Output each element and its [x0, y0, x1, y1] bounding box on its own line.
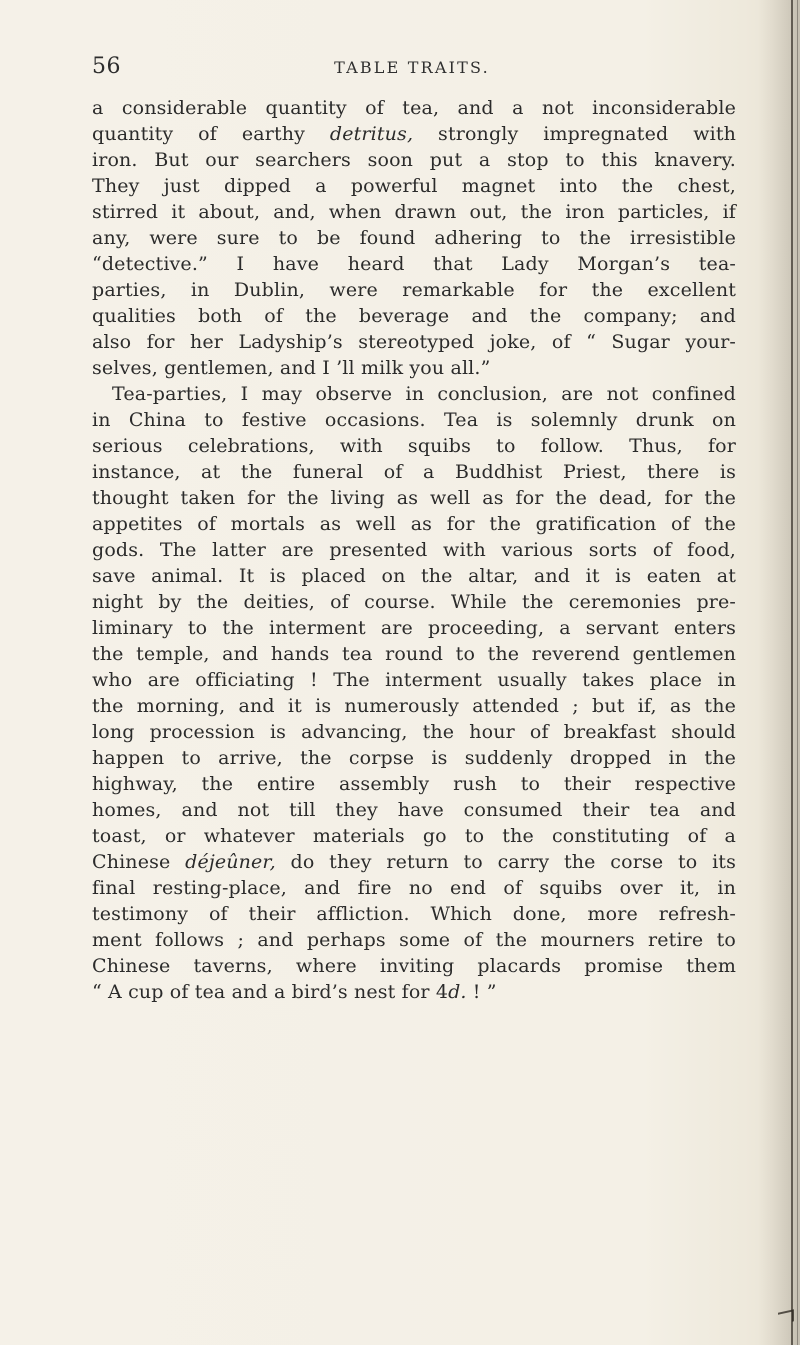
text-line: the temple, and hands tea round to the reverend gentlemen	[92, 643, 736, 665]
text-line: appetites of mortals as well as for the gratification of the	[92, 513, 736, 535]
italic-word: d.	[448, 981, 467, 1003]
page-header	[92, 54, 732, 80]
text-line: highway, the entire assembly rush to their respective	[92, 773, 736, 795]
page-edge-line-secondary	[797, 0, 798, 1345]
text-line: Chinese déjeûner, do they return to carry the corse to its	[92, 851, 736, 873]
text-line: also for her Ladyship’s stereotyped joke, of “ Sugar your-	[92, 331, 736, 353]
text-line: save animal. It is placed on the altar, and it is eaten at	[92, 565, 736, 587]
page-edge-line	[791, 0, 793, 1345]
text-line: parties, in Dublin, were remarkable for the excellent	[92, 279, 736, 301]
text-line: the morning, and it is numerously attended ; but if, as the	[92, 695, 736, 717]
text-line: testimony of their affliction. Which done, more refresh-	[92, 903, 736, 925]
text-line: ment follows ; and perhaps some of the mourners retire to	[92, 929, 736, 951]
text-line: any, were sure to be found adhering to the irresistible	[92, 227, 736, 249]
text-line: stirred it about, and, when drawn out, the iron particles, if	[92, 201, 736, 223]
text-line: serious celebrations, with squibs to follow. Thus, for	[92, 435, 736, 457]
text-line: who are officiating ! The interment usually takes place in	[92, 669, 736, 691]
text-line: Tea-parties, I may observe in conclusion, are not confined	[112, 383, 736, 405]
text-line: “ A cup of tea and a bird’s nest for 4d. ! ”	[92, 981, 497, 1003]
text-line: instance, at the funeral of a Buddhist Priest, there is	[92, 461, 736, 483]
page-edge-shadow	[758, 0, 800, 1345]
text-line: homes, and not till they have consumed their tea and	[92, 799, 736, 821]
text-line: They just dipped a powerful magnet into the chest,	[92, 175, 736, 197]
text-line: night by the deities, of course. While the ceremonies pre-	[92, 591, 736, 613]
text-line: “detective.” I have heard that Lady Morgan’s tea-	[92, 253, 736, 275]
text-line: happen to arrive, the corpse is suddenly dropped in the	[92, 747, 736, 769]
text-line: quantity of earthy detritus, strongly impregnated with	[92, 123, 737, 145]
running-head: TABLE TRAITS.	[334, 58, 490, 77]
text-line: gods. The latter are presented with various sorts of food,	[92, 539, 736, 561]
text-line: a considerable quantity of tea, and a not inconsiderable	[92, 97, 736, 119]
italic-word: detritus,	[329, 123, 414, 145]
text-line: Chinese taverns, where inviting placards promise them	[92, 955, 736, 977]
page-number: 56	[92, 54, 121, 79]
text-line: qualities both of the beverage and the company; and	[92, 305, 736, 327]
italic-word: déjeûner,	[185, 851, 276, 873]
text-line: selves, gentlemen, and I ’ll milk you all.”	[92, 357, 491, 379]
text-line: thought taken for the living as well as for the dead, for the	[92, 487, 736, 509]
text-line: final resting-place, and fire no end of squibs over it, in	[92, 877, 736, 899]
text-line: iron. But our searchers soon put a stop to this knavery.	[92, 149, 736, 171]
text-line: in China to festive occasions. Tea is solemnly drunk on	[92, 409, 736, 431]
text-line: liminary to the interment are proceeding, a servant enters	[92, 617, 736, 639]
text-line: toast, or whatever materials go to the constituting of a	[92, 825, 736, 847]
text-line: long procession is advancing, the hour of breakfast should	[92, 721, 736, 743]
body-text	[92, 95, 736, 1005]
